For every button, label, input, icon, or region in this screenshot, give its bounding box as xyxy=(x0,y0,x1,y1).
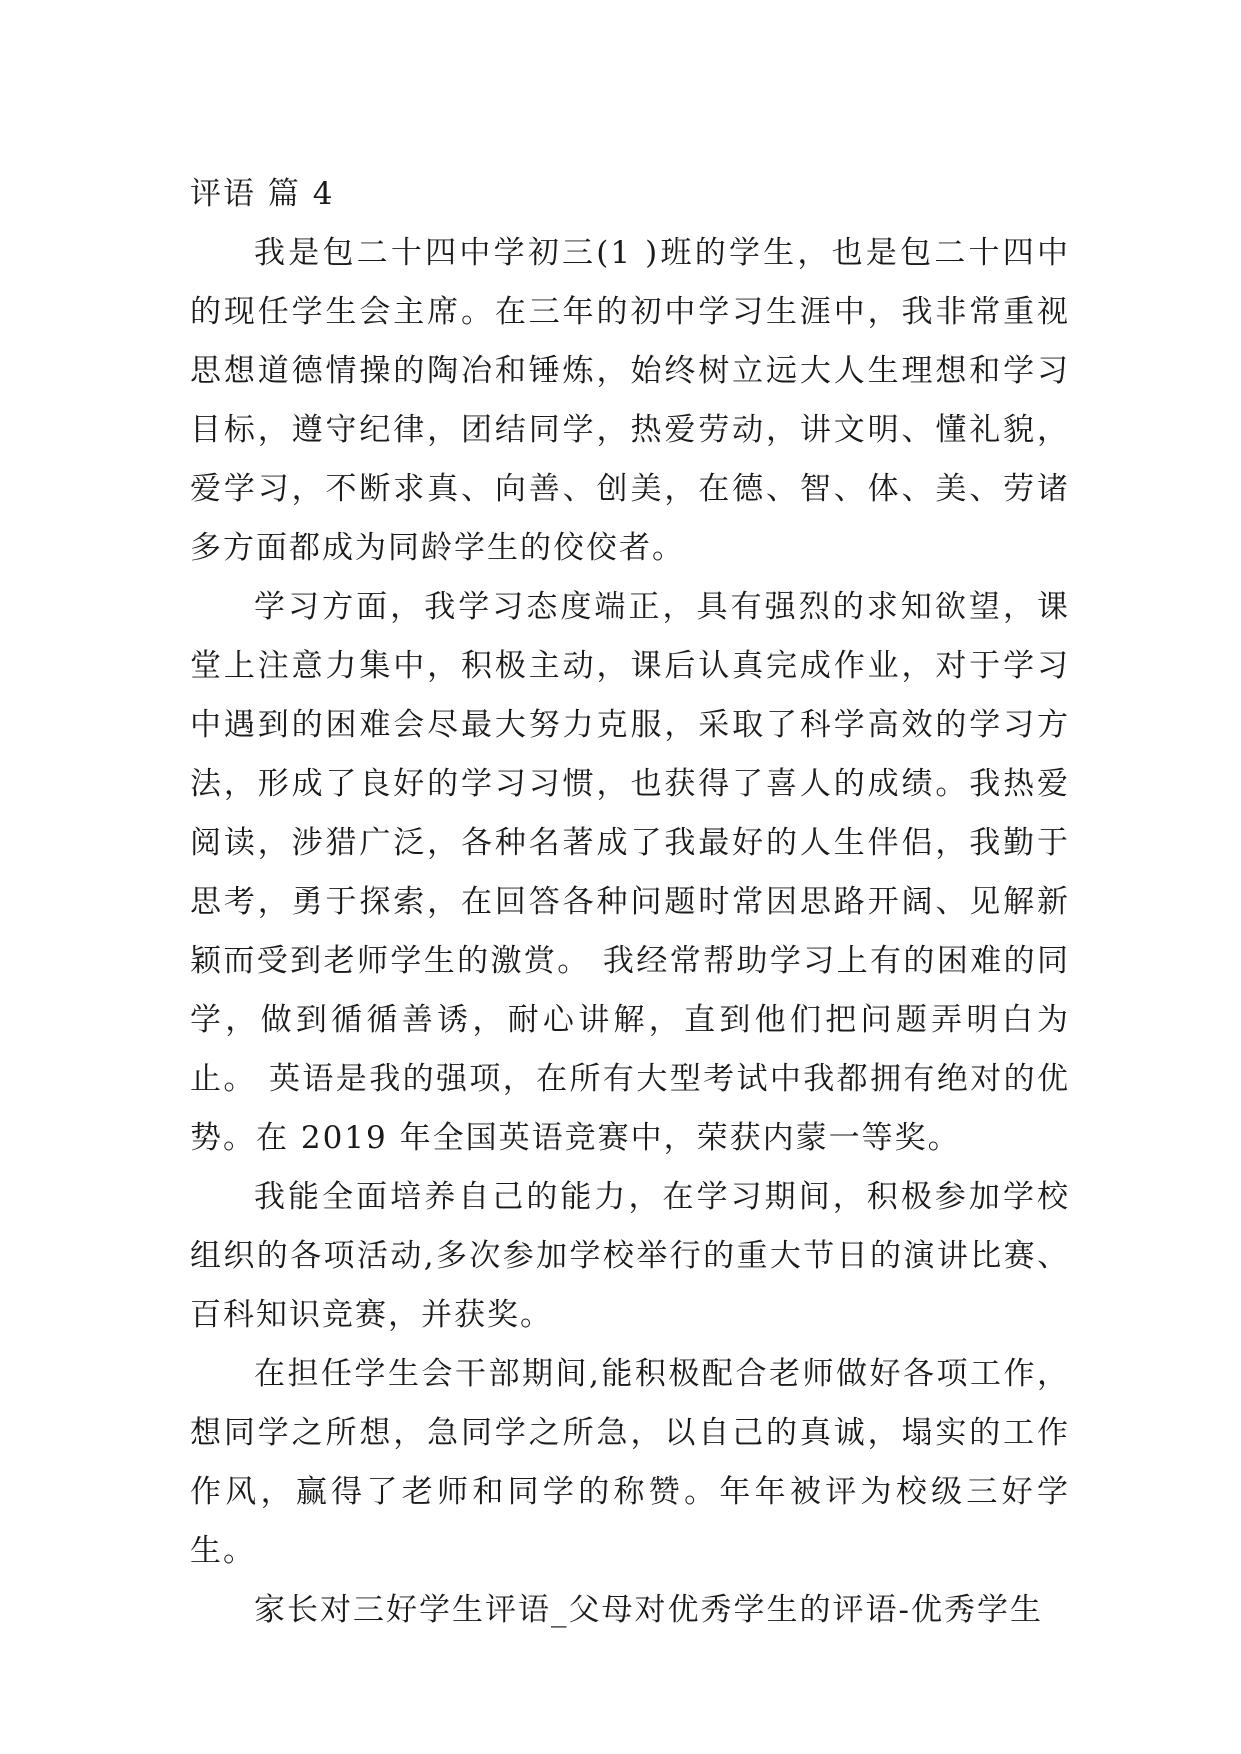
paragraph-student-council: 在担任学生会干部期间,能积极配合老师做好各项工作，想同学之所想，急同学之所急，以自己的真诚，塌实的工作作风，赢得了老师和同学的称赞。年年被评为校级三好学生。 xyxy=(190,1356,1070,1569)
paragraph-abilities: 我能全面培养自己的能力，在学习期间，积极参加学校组织的各项活动,多次参加学校举行的重大节日的演讲比赛、百科知识竞赛，并获奖。 xyxy=(190,1179,1070,1333)
section-heading: 评语 篇 4 xyxy=(190,176,335,212)
paragraph-study: 学习方面，我学习态度端正，具有强烈的求知欲望，课堂上注意力集中，积极主动，课后认真完成作业，对于学习中遇到的困难会尽最大努力克服，采取了科学高效的学习方法，形成了良好的学习习惯，也获得了喜人的成绩。我热爱阅读，涉猎广泛，各种名著成了我最好的人生伴侣，我勤于思考，勇于探索，在回答各种问题时常因思路开阔、见解新颖而受到老师学生的激赏。 我经常帮助学习上有的困难的同学，做到循循善诱，耐心讲解，直到他们把问题弄明白为止。 英语是我的强项，在所有大型考试中我都拥有绝对的优势。在 2019 年全国英语竞赛中，荣获内蒙一等奖。 xyxy=(190,589,1070,1156)
document-body xyxy=(190,165,1070,1640)
paragraph-intro: 我是包二十四中学初三(1 )班的学生，也是包二十四中的现任学生会主席。在三年的初中学习生涯中，我非常重视思想道德情操的陶冶和锤炼，始终树立远大人生理想和学习目标，遵守纪律，团结同学，热爱劳动，讲文明、懂礼貌，爱学习，不断求真、向善、创美，在德、智、体、美、劳诸多方面都成为同龄学生的佼佼者。 xyxy=(190,235,1070,566)
paragraph-footer-title: 家长对三好学生评语_父母对优秀学生的评语-优秀学生 xyxy=(254,1592,1043,1628)
